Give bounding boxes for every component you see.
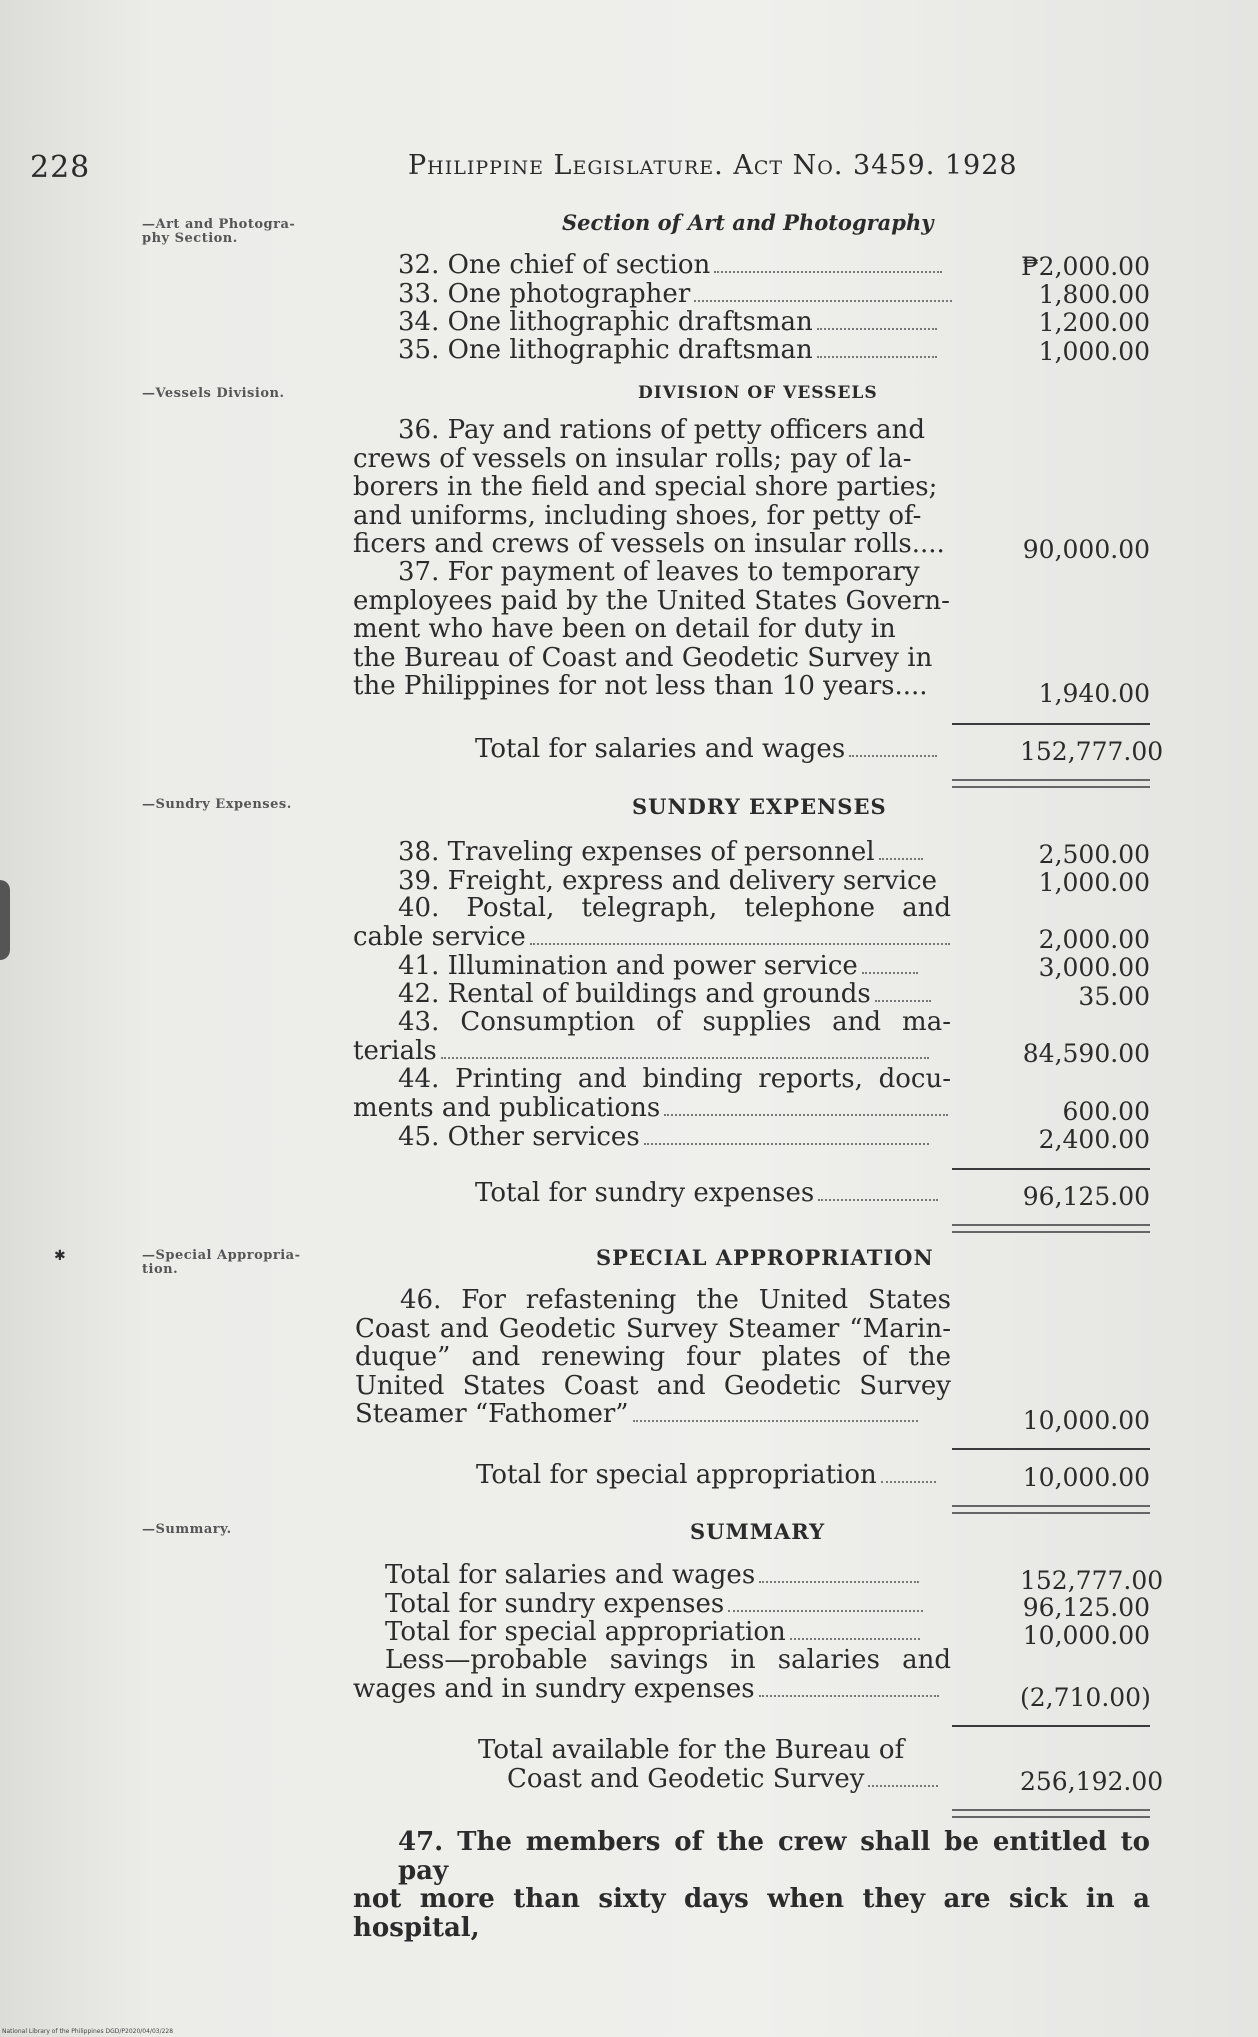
item-43 bbox=[353, 1008, 951, 1037]
item-47 bbox=[353, 1828, 1150, 1942]
item-47-line: not more than sixty days when they are sick in a hospital, bbox=[353, 1884, 1150, 1943]
item-36-amount: 90,000.00 bbox=[1022, 535, 1150, 564]
item-36-line: borers in the field and special shore parties; bbox=[353, 472, 938, 503]
item-42-amount: 35.00 bbox=[1078, 982, 1150, 1011]
item-39-amount: 1,000.00 bbox=[1038, 868, 1150, 897]
sundry-total-amount: 96,125.00 bbox=[1022, 1182, 1150, 1211]
item-46-line: United States Coast and Geodetic Survey bbox=[355, 1370, 951, 1401]
item-37-line: 37. For payment of leaves to temporary bbox=[398, 557, 920, 587]
item-32: 32. One chief of section bbox=[398, 250, 942, 280]
subtotal-rule bbox=[952, 1168, 1150, 1170]
item-36 bbox=[353, 416, 951, 559]
summary-row-sundry: Total for sundry expenses bbox=[385, 1589, 923, 1619]
item-40 bbox=[353, 894, 951, 923]
binding-shadow bbox=[0, 880, 10, 960]
total-double-rule bbox=[952, 779, 1150, 788]
total-double-rule bbox=[952, 1809, 1150, 1818]
item-35-amount: 1,000.00 bbox=[1038, 337, 1150, 366]
item-33: 33. One photographer bbox=[398, 279, 952, 309]
item-41-amount: 3,000.00 bbox=[1038, 953, 1150, 982]
subtotal-rule bbox=[952, 1725, 1150, 1727]
item-44 bbox=[353, 1065, 951, 1094]
item-46-amount: 10,000.00 bbox=[1022, 1406, 1150, 1435]
summary-row-special: Total for special appropriation bbox=[385, 1617, 920, 1647]
special-title: SPECIAL APPROPRIATION bbox=[596, 1245, 934, 1270]
summary-title: SUMMARY bbox=[690, 1519, 826, 1544]
item-41: 41. Illumination and power service bbox=[398, 951, 918, 981]
margin-note-summary: —Summary. bbox=[142, 1522, 232, 1537]
item-43-cont: terials bbox=[353, 1036, 929, 1066]
item-44-cont: ments and publications bbox=[353, 1093, 948, 1123]
summary-row-sundry-amount: 96,125.00 bbox=[1022, 1593, 1150, 1622]
item-37-line: ment who have been on detail for duty in bbox=[353, 614, 896, 645]
margin-note-special: —Special Appropria- tion. bbox=[142, 1248, 301, 1277]
page-number: 228 bbox=[30, 150, 91, 185]
item-46-line: Steamer “Fathomer” bbox=[355, 1400, 951, 1429]
item-47-line: 47. The members of the crew shall be entitled to pay bbox=[398, 1827, 1150, 1886]
item-36-line: crews of vessels on insular rolls; pay of la- bbox=[353, 443, 912, 474]
item-43-line: 43. Consumption of supplies and ma- bbox=[398, 1007, 951, 1037]
scan-footer: National Library of the Philippines DGD/P2020/04/03/228 bbox=[2, 2028, 174, 2035]
special-total-amount: 10,000.00 bbox=[1022, 1463, 1150, 1492]
item-37-line: the Philippines for not less than 10 years.... bbox=[353, 671, 928, 702]
margin-mark: ✱ bbox=[54, 1248, 66, 1264]
item-34: 34. One lithographic draftsman bbox=[398, 307, 937, 337]
summary-row-special-amount: 10,000.00 bbox=[1022, 1621, 1150, 1650]
item-34-amount: 1,200.00 bbox=[1038, 308, 1150, 337]
margin-note-art: —Art and Photogra- phy Section. bbox=[142, 217, 296, 246]
item-36-line: and uniforms, including shoes, for petty of- bbox=[353, 500, 922, 531]
item-42: 42. Rental of buildings and grounds bbox=[398, 979, 931, 1009]
salaries-total-label: Total for salaries and wages bbox=[475, 734, 937, 764]
vessels-title: DIVISION OF VESSELS bbox=[638, 383, 878, 403]
salaries-total-amount: 152,777.00 bbox=[1020, 737, 1164, 766]
item-35: 35. One lithographic draftsman bbox=[398, 335, 937, 365]
item-37-amount: 1,940.00 bbox=[1038, 679, 1150, 708]
item-37-line: the Bureau of Coast and Geodetic Survey in bbox=[353, 642, 933, 673]
item-45-amount: 2,400.00 bbox=[1038, 1125, 1150, 1154]
item-32-amount: ₱2,000.00 bbox=[1021, 252, 1150, 281]
summary-less bbox=[353, 1646, 951, 1703]
item-38-amount: 2,500.00 bbox=[1038, 840, 1150, 869]
item-40-cont: cable service bbox=[353, 922, 950, 952]
item-36-line: 36. Pay and rations of petty officers and bbox=[398, 415, 925, 445]
sundry-total-label: Total for sundry expenses bbox=[475, 1178, 938, 1208]
item-40-line: 40. Postal, telegraph, telephone and bbox=[398, 893, 951, 923]
margin-note-vessels: —Vessels Division. bbox=[142, 386, 285, 401]
item-46 bbox=[355, 1286, 951, 1429]
summary-row-salaries: Total for salaries and wages bbox=[385, 1560, 919, 1590]
item-44-line: 44. Printing and binding reports, docu- bbox=[398, 1064, 951, 1094]
summary-row-salaries-amount: 152,777.00 bbox=[1020, 1566, 1164, 1595]
item-46-line: Coast and Geodetic Survey Steamer “Marin- bbox=[355, 1313, 951, 1344]
summary-total-line1: Total available for the Bureau of bbox=[478, 1735, 905, 1765]
item-33-amount: 1,800.00 bbox=[1038, 280, 1150, 309]
summary-total-line2: Coast and Geodetic Survey bbox=[507, 1764, 938, 1794]
subtotal-rule bbox=[952, 723, 1150, 725]
sundry-title: SUNDRY EXPENSES bbox=[632, 794, 887, 819]
summary-less-line: Less—probable savings in salaries and bbox=[385, 1645, 951, 1675]
item-40-amount: 2,000.00 bbox=[1038, 925, 1150, 954]
total-double-rule bbox=[952, 1224, 1150, 1233]
subtotal-rule bbox=[952, 1448, 1150, 1450]
art-section-title: Section of Art and Photography bbox=[562, 210, 934, 235]
item-37 bbox=[353, 558, 951, 701]
item-45: 45. Other services bbox=[398, 1122, 929, 1152]
total-double-rule bbox=[952, 1505, 1150, 1514]
item-46-line: 46. For refastening the United States bbox=[400, 1285, 951, 1315]
summary-total-amount: 256,192.00 bbox=[1020, 1767, 1164, 1796]
item-39: 39. Freight, express and delivery service bbox=[398, 866, 937, 896]
item-37-line: employees paid by the United States Govern- bbox=[353, 585, 950, 616]
margin-note-sundry: —Sundry Expenses. bbox=[142, 797, 292, 812]
item-38: 38. Traveling expenses of personnel bbox=[398, 837, 923, 867]
item-44-amount: 600.00 bbox=[1062, 1097, 1150, 1126]
summary-less-amount: (2,710.00) bbox=[1020, 1683, 1151, 1712]
item-46-line: duque” and renewing four plates of the bbox=[355, 1342, 951, 1373]
running-head: Philippine Legislature. Act No. 3459. 1928 bbox=[408, 150, 1018, 181]
summary-less-line: wages and in sundry expenses bbox=[353, 1675, 951, 1704]
item-43-amount: 84,590.00 bbox=[1022, 1039, 1150, 1068]
special-total-label: Total for special appropriation bbox=[476, 1460, 936, 1490]
item-36-line: ficers and crews of vessels on insular rolls.... bbox=[353, 529, 945, 560]
